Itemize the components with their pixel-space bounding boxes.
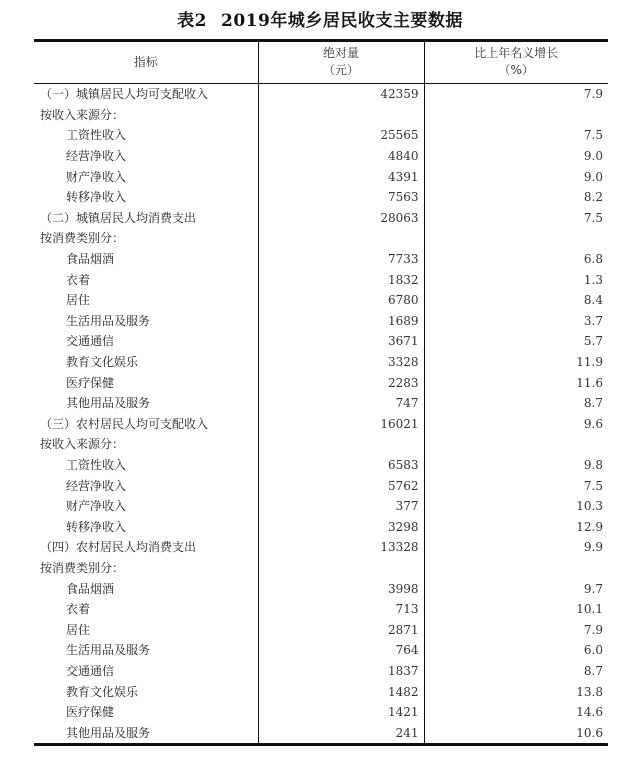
row-absolute-value: 28063 (258, 208, 424, 229)
row-absolute-value: 377 (258, 496, 424, 517)
row-growth-value (424, 558, 608, 579)
table-row (34, 516, 608, 537)
row-indicator-label: 医疗保健 (34, 702, 258, 723)
row-absolute-value: 4840 (258, 146, 424, 167)
row-absolute-value: 7563 (258, 187, 424, 208)
column-header-growth-line1: 比上年名义增长 (474, 46, 559, 60)
income-expenditure-table (34, 39, 608, 746)
row-growth-value: 9.6 (583, 416, 603, 431)
row-growth-value: 5.7 (583, 334, 603, 349)
table-row (34, 269, 608, 290)
table-row (34, 187, 608, 208)
row-growth-value: 9.8 (583, 457, 603, 472)
row-indicator-label: 食品烟酒 (34, 249, 258, 270)
column-header-absolute (258, 41, 424, 84)
row-growth-value: 9.9 (583, 540, 603, 555)
row-indicator-label: 衣着 (34, 599, 258, 620)
table-row (34, 702, 608, 723)
row-indicator-label: 医疗保健 (34, 372, 258, 393)
row-indicator-label: 居住 (34, 619, 258, 640)
row-growth-value: 10.6 (576, 725, 603, 740)
table-row (34, 331, 608, 352)
row-growth-value: 13.8 (576, 684, 603, 699)
row-absolute-value: 713 (258, 599, 424, 620)
table-row (34, 475, 608, 496)
row-absolute-value: 1832 (258, 269, 424, 290)
row-absolute-value (258, 228, 424, 249)
row-indicator-label: 教育文化娱乐 (34, 352, 258, 373)
table-row (34, 722, 608, 744)
column-header-growth-unit: （%） (498, 63, 534, 77)
table-row (34, 558, 608, 579)
row-growth-value: 1.3 (583, 272, 603, 287)
table-row (34, 249, 608, 270)
row-absolute-value: 747 (258, 393, 424, 414)
row-absolute-value: 6583 (258, 455, 424, 476)
table-row (34, 640, 608, 661)
table-row (34, 434, 608, 455)
table-row (34, 619, 608, 640)
table-row (34, 372, 608, 393)
row-indicator-label: 衣着 (34, 269, 258, 290)
row-indicator-label: 食品烟酒 (34, 578, 258, 599)
row-indicator-label: 经营净收入 (34, 475, 258, 496)
table-row (34, 84, 608, 105)
row-growth-value: 11.9 (576, 355, 603, 370)
row-absolute-value: 1689 (258, 311, 424, 332)
row-growth-value (424, 105, 608, 126)
row-indicator-label: 交通通信 (34, 661, 258, 682)
table-title-text: 2019年城乡居民收支主要数据 (221, 11, 463, 31)
row-growth-value: 7.9 (583, 87, 603, 102)
row-growth-value: 8.7 (583, 396, 603, 411)
table-row (34, 661, 608, 682)
row-absolute-value (258, 434, 424, 455)
row-indicator-label: 教育文化娱乐 (34, 681, 258, 702)
row-absolute-value: 3298 (258, 516, 424, 537)
table-row (34, 146, 608, 167)
row-indicator-label: 经营净收入 (34, 146, 258, 167)
row-absolute-value: 2871 (258, 619, 424, 640)
row-indicator-label: 按消费类别分： (34, 228, 258, 249)
row-indicator-label: 财产净收入 (34, 166, 258, 187)
table-row (34, 290, 608, 311)
row-absolute-value: 42359 (258, 84, 424, 105)
row-indicator-label: 按消费类别分： (34, 558, 258, 579)
table-row (34, 393, 608, 414)
table-row (34, 166, 608, 187)
table-number: 表2 (177, 11, 207, 31)
row-growth-value: 7.5 (583, 210, 603, 225)
row-growth-value: 8.7 (583, 663, 603, 678)
row-absolute-value: 25565 (258, 125, 424, 146)
row-absolute-value: 1482 (258, 681, 424, 702)
row-indicator-label: 按收入来源分： (34, 105, 258, 126)
table-row (34, 681, 608, 702)
table-row (34, 496, 608, 517)
row-growth-value: 11.6 (576, 375, 603, 390)
table-row (34, 414, 608, 435)
row-indicator-label: 工资性收入 (34, 455, 258, 476)
row-indicator-label: 其他用品及服务 (34, 393, 258, 414)
row-growth-value: 9.0 (583, 149, 603, 164)
row-growth-value (424, 228, 608, 249)
row-growth-value: 8.4 (583, 293, 603, 308)
row-growth-value: 7.5 (583, 128, 603, 143)
row-absolute-value: 2283 (258, 372, 424, 393)
row-absolute-value: 3671 (258, 331, 424, 352)
row-growth-value: 10.1 (576, 602, 603, 617)
table-row (34, 578, 608, 599)
row-indicator-label: 交通通信 (34, 331, 258, 352)
row-growth-value: 7.9 (583, 622, 603, 637)
table-row (34, 125, 608, 146)
row-absolute-value: 1421 (258, 702, 424, 723)
row-growth-value: 14.6 (576, 705, 603, 720)
row-absolute-value: 3328 (258, 352, 424, 373)
row-growth-value: 6.0 (583, 643, 603, 658)
row-growth-value: 8.2 (583, 190, 603, 205)
row-absolute-value: 764 (258, 640, 424, 661)
row-indicator-label: （三）农村居民人均可支配收入 (34, 414, 258, 435)
table-title (0, 6, 640, 31)
row-growth-value: 12.9 (576, 519, 603, 534)
row-absolute-value: 3998 (258, 578, 424, 599)
row-indicator-label: 转移净收入 (34, 187, 258, 208)
table-row (34, 455, 608, 476)
table-body (34, 84, 608, 745)
row-indicator-label: （一）城镇居民人均可支配收入 (34, 84, 258, 105)
table-row (34, 537, 608, 558)
row-growth-value: 3.7 (583, 313, 603, 328)
row-growth-value (424, 434, 608, 455)
table-row (34, 311, 608, 332)
row-growth-value: 6.8 (583, 252, 603, 267)
column-header-absolute-unit: （元） (322, 63, 359, 77)
row-absolute-value: 13328 (258, 537, 424, 558)
row-absolute-value: 6780 (258, 290, 424, 311)
row-indicator-label: 其他用品及服务 (34, 722, 258, 744)
row-growth-value: 10.3 (576, 499, 603, 514)
table-row (34, 352, 608, 373)
table-row (34, 208, 608, 229)
table-row (34, 228, 608, 249)
column-header-absolute-line1: 绝对量 (322, 46, 359, 60)
row-absolute-value: 5762 (258, 475, 424, 496)
row-growth-value: 9.0 (583, 169, 603, 184)
row-indicator-label: 工资性收入 (34, 125, 258, 146)
table-row (34, 105, 608, 126)
row-indicator-label: （四）农村居民人均消费支出 (34, 537, 258, 558)
row-absolute-value (258, 558, 424, 579)
row-absolute-value (258, 105, 424, 126)
row-indicator-label: 转移净收入 (34, 516, 258, 537)
row-indicator-label: 生活用品及服务 (34, 311, 258, 332)
row-indicator-label: （二）城镇居民人均消费支出 (34, 208, 258, 229)
row-indicator-label: 按收入来源分： (34, 434, 258, 455)
table-header-row (34, 41, 608, 84)
column-header-indicator: 指标 (34, 41, 258, 84)
row-indicator-label: 财产净收入 (34, 496, 258, 517)
table-row (34, 599, 608, 620)
row-absolute-value: 16021 (258, 414, 424, 435)
row-absolute-value: 7733 (258, 249, 424, 270)
row-growth-value: 7.5 (583, 478, 603, 493)
row-absolute-value: 4391 (258, 166, 424, 187)
row-indicator-label: 居住 (34, 290, 258, 311)
row-absolute-value: 241 (258, 722, 424, 744)
column-header-growth (424, 41, 608, 84)
row-indicator-label: 生活用品及服务 (34, 640, 258, 661)
row-absolute-value: 1837 (258, 661, 424, 682)
row-growth-value: 9.7 (583, 581, 603, 596)
